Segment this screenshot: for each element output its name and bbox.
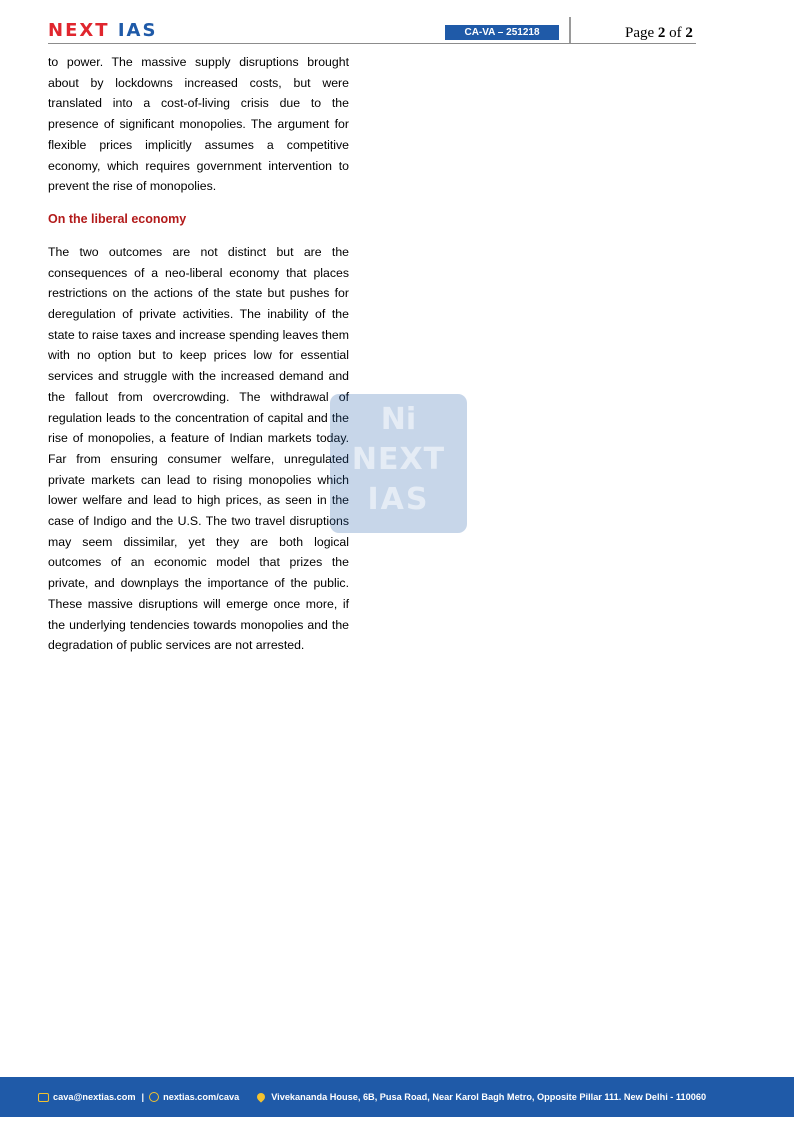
header-rule — [48, 43, 696, 44]
footer-separator: | — [141, 1092, 145, 1102]
paragraph-continued: to power. The massive supply disruptions brought about by lockdowns increased costs, but were translated into a cost-of-living crisis due to the presence of significant monopolies. The argument for flexible prices implicitly assumes a competitive economy, which requires government intervention to prevent the rise of monopolies. — [48, 55, 349, 194]
watermark-text — [330, 394, 467, 533]
page-total: 2 — [685, 25, 693, 41]
location-pin-icon — [256, 1091, 267, 1102]
page-footer — [0, 1077, 794, 1117]
footer-address-text: Vivekananda House, 6B, Pusa Road, Near Karol Bagh Metro, Opposite Pillar 111. New Delhi - 110060 — [271, 1092, 707, 1102]
brand-logo — [48, 20, 157, 42]
globe-icon — [149, 1092, 159, 1102]
mail-icon — [38, 1093, 49, 1102]
page-prefix: Page — [625, 25, 658, 41]
footer-email[interactable] — [38, 1092, 136, 1102]
header-separator — [569, 17, 571, 43]
article-column — [48, 52, 349, 656]
watermark-line3: IAS — [367, 482, 430, 517]
footer-website-text: nextias.com/cava — [163, 1092, 240, 1102]
page-mid: of — [665, 25, 686, 41]
page-number — [625, 24, 693, 42]
document-code-badge: CA-VA – 251218 — [445, 25, 559, 40]
logo-next: NEXT — [48, 20, 110, 41]
section-heading: On the liberal economy — [48, 211, 187, 226]
footer-website[interactable] — [149, 1092, 239, 1102]
watermark-line1: Ni — [380, 402, 417, 437]
footer-address — [257, 1092, 706, 1102]
watermark-line2: NEXT — [351, 442, 446, 477]
footer-email-text: cava@nextias.com — [53, 1092, 136, 1102]
page-current: 2 — [657, 25, 666, 41]
logo-ias: IAS — [117, 20, 158, 41]
paragraph-liberal-economy: The two outcomes are not distinct but are the consequences of a neo-liberal economy that places restrictions on the actions of the state but pushes for deregulation of private activities. The inability of the state to raise taxes and increase spending leaves them with no option but to keep prices low for essential services and struggle with the increased demand and the fallout from overcrowding. The withdrawal of regulation leads to the concentration of capital and the rise of monopolies, a feature of Indian markets today. Far from ensuring consumer welfare, unregulated private markets can lead to rising monopolies which lower welfare and lead to high prices, as seen in the case of Indigo and the U.S. The two travel disruptions may seem dissimilar, yet they are both logical outcomes of an economic model that prizes the private, and downplays the importance of the public. These massive disruptions will emerge once more, if the underlying tendencies towards monopolies and the degradation of public services are not arrested. — [48, 244, 349, 653]
